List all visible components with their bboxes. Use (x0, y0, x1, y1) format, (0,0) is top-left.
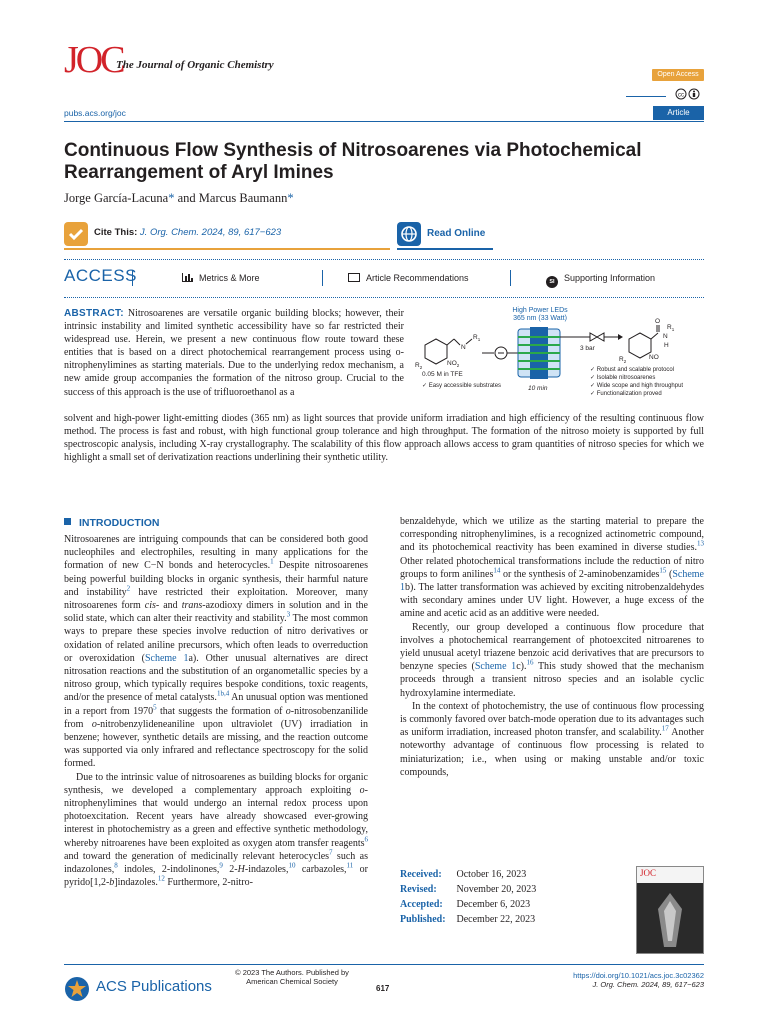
header-divider (64, 121, 704, 122)
toc-arrow-head (618, 334, 623, 340)
toc-o-label: O (655, 318, 661, 325)
si-icon: SI (546, 276, 558, 288)
license-icons (675, 88, 705, 100)
corresponding-author-star: * (168, 191, 175, 205)
section-heading-text: INTRODUCTION (79, 517, 160, 529)
toc-residence-time: 10 min (528, 385, 548, 392)
citation-link[interactable]: J. Org. Chem. 2024, 89, 617−623 (139, 227, 282, 238)
citation-ref[interactable]: 12 (157, 874, 165, 883)
toc-no-label: NO (649, 354, 659, 361)
scheme-link[interactable]: Scheme 1 (144, 652, 189, 664)
cc-by-icon[interactable] (675, 88, 705, 103)
date-row (400, 912, 536, 927)
bar-chart-icon (182, 273, 193, 282)
recommendations-link[interactable] (348, 273, 469, 283)
metrics-link[interactable] (182, 273, 260, 283)
citation-ref[interactable]: 1 (270, 558, 274, 567)
toc-graphic (414, 303, 704, 405)
badge-divider (626, 96, 666, 97)
cite-icon[interactable] (64, 222, 88, 246)
citation-ref[interactable]: 14 (493, 566, 501, 575)
author-name[interactable]: Jorge García-Lacuna (64, 191, 169, 205)
toc-leds-label: High Power LEDs (512, 307, 568, 314)
date-row (400, 882, 536, 897)
citation-ref[interactable]: 11 (346, 861, 354, 870)
citation-ref[interactable]: 9 (219, 861, 223, 870)
date-value: November 20, 2023 (456, 884, 537, 895)
toc-n-label: N (461, 344, 466, 351)
globe-icon[interactable] (397, 222, 421, 246)
toc-r1-right: $R_1$ (667, 324, 675, 332)
paragraph: benzaldehyde, which we utilize as the starting material to prepare the corresponding nitrophenylimines, is a recognized actinometric compound, and its photochemical reactivity has been examined in diverse studies.$^{13}$ Other related photochemical transformations include the reduction of nitro groups to form anilines$^{14}$ or the synthesis of 2-aminobenzamides$^{15}$ (Scheme 1b). The latter transformation was achieved by exciting nitrobenzaldehydes with secondary amines under UV light. However, a huge excess of the amine and acetic acid as an additive were needed. (400, 516, 704, 620)
toc-bond (454, 339, 460, 345)
toc-feature: ✓ Functionalization proved (590, 391, 662, 397)
page-number: 617 (376, 984, 390, 993)
citation-ref[interactable]: 13 (697, 540, 704, 549)
access-bar-bottom-rule (64, 297, 704, 298)
body-column-left (64, 533, 368, 889)
toc-bond (466, 339, 472, 344)
toc-feature: ✓ Isolable nitrosoarenes (590, 375, 656, 381)
footer-divider (64, 964, 704, 965)
article-type-badge: Article (653, 106, 704, 120)
author-name[interactable]: Marcus Baumann (198, 191, 288, 205)
read-online-divider (397, 248, 493, 250)
doi-block (490, 971, 704, 989)
publisher-name[interactable]: ACS Publications (96, 978, 212, 995)
abstract-text-full: solvent and high-power light-emitting diodes (365 nm) as light sources that provide uniform irradiation and high efficiency of the resulting continuous flow method. The process is fast and robust, with high functional group tolerance and high throughput. The formation of the nitroso moiety is supported by full spectroscopic analysis, including X-ray crystallography. The scalability of this flow approach allows access to gram quantities of nitroso species for which we highlight a small set of derivatization reactions underlining their synthetic utility. (64, 413, 704, 464)
citation-ref[interactable]: 5 (153, 703, 157, 712)
toc-bpr-icon (597, 333, 604, 341)
citation-ref[interactable]: 7 (329, 848, 333, 857)
toc-benzene-ring-right (629, 333, 651, 358)
citation-ref[interactable]: 16 (526, 658, 534, 667)
body-column-right (400, 515, 704, 779)
cover-logo: JOC (640, 868, 657, 878)
cite-label: Cite This: (94, 227, 138, 238)
access-separator (132, 270, 133, 286)
date-label: Published: (400, 914, 446, 925)
citation-ref[interactable]: 3 (286, 610, 291, 619)
corresponding-author-star: * (287, 191, 294, 205)
access-label: ACCESS (64, 266, 137, 285)
read-online-icon (397, 222, 421, 246)
date-value: December 22, 2023 (456, 914, 536, 925)
toc-h-label: H (664, 342, 669, 349)
journal-name: The Journal of Organic Chemistry (116, 59, 274, 71)
toc-easy-substrates: ✓ Easy accessible substrates (422, 383, 502, 389)
abstract-body: Nitrosoarenes are versatile organic building blocks; however, their intrinsic instability and limited synthetic accessibility have so far restricted their widespread use. Herein, we present a new continuous flow route toward these entities that is based on a direct photochemical rearrangement process using o-nitrophenylimines as starting materials. Due to the underlying redox mechanism, a new amide group accompanies the formation of the nitroso group. Crucial to the success of this approach is the use of trifluoroethanol as a (64, 308, 405, 398)
section-heading (64, 517, 160, 529)
date-value: December 6, 2023 (456, 899, 531, 910)
access-separator (322, 270, 323, 286)
toc-bpr-icon (590, 333, 597, 341)
paragraph: Recently, our group developed a continuous flow procedure that involves a photochemical rearrangement of photoexcited nitroarenes to yield unusual acetyl triazene benzoic acid derivatives that are precursors to benzyne species (Scheme 1c).$^{16}$ This study showed that the mechanism proceeds through a transient nitroso species and an isolable cyclic hydroxylamine intermediate. (400, 621, 705, 699)
author-list (64, 191, 294, 206)
section-marker (64, 518, 71, 525)
abstract-text-left (64, 307, 404, 399)
copyright-notice: © 2023 The Authors. Published by American Chemical Society (235, 968, 349, 986)
toc-r2-left: $R_2$ (415, 362, 423, 370)
toc-no2-label: $NO_2$ (447, 360, 460, 368)
date-label: Received: (400, 869, 442, 880)
toc-feature: ✓ Wide scope and high throughput (590, 383, 684, 389)
doi-link[interactable]: https://doi.org/10.1021/acs.joc.3c02362 (573, 971, 704, 980)
toc-pressure: 3 bar (580, 345, 595, 352)
toc-r1-left: $R_1$ (473, 334, 481, 342)
toc-benzene-ring-left (425, 339, 447, 364)
citation-ref[interactable]: 2 (126, 584, 131, 593)
author-conjunction: and (177, 191, 196, 205)
scheme-link[interactable]: Scheme 1 (400, 568, 704, 594)
citation-ref[interactable]: 6 (364, 835, 368, 844)
toc-r2-right: $R_2$ (619, 356, 627, 364)
date-value: October 16, 2023 (456, 869, 527, 880)
svg-text:cc: cc (678, 92, 684, 99)
citation-ref[interactable]: 1b,4 (216, 690, 230, 699)
acs-logo-icon[interactable] (64, 976, 90, 1002)
cover-artwork (656, 893, 684, 947)
toc-concentration: 0.05 M in TFE (422, 371, 463, 378)
citation-ref[interactable]: 10 (288, 861, 296, 870)
paragraph: In the context of photochemistry, the use of continuous flow processing is commonly favored over batch-mode operation due to its advantages such as uniform irradiation, increased photon transfer, and scalability.$^{17}$ Another noteworthy advantage of continuous flow processing is related to miniaturization; i.e., when using or making unstable and/or toxic compounds, (400, 700, 704, 778)
toc-n-product: N (663, 333, 668, 340)
date-label: Accepted: (400, 899, 443, 910)
toc-bond (447, 339, 454, 345)
paragraph: Due to the intrinsic value of nitrosoarenes as building blocks for organic synthesis, we developed a complementary approach exploiting o-nitrophenylimines that would undergo an internal redox process upon photoexcitation. Recent years have already showcased ever-growing interest in photochemistry as a green and effective synthetic methodology, whereby nitroarenes have been exploited as oxygen atom transfer reagents$^6$ and toward the generation of medicinally relevant heterocycles$^7$ such as indazolones,$^8$ indoles, 2-indolinones,$^9$ 2-H-indazoles,$^{10}$ carbazoles,$^{11}$ or pyrido[1,2-b]indazoles.$^{12}$ Furthermore, 2-nitro- (64, 771, 368, 889)
checkmark-icon (64, 222, 88, 246)
recommendations-label: Article Recommendations (366, 273, 469, 283)
journal-logo: JOC (64, 39, 123, 81)
access-bar-top-rule (64, 259, 704, 260)
citation-ref[interactable]: 8 (114, 861, 118, 870)
toc-feature: ✓ Robust and scalable protocol (590, 367, 675, 373)
metrics-label: Metrics & More (199, 273, 260, 283)
supporting-info-label: Supporting Information (564, 273, 656, 283)
open-access-badge[interactable]: Open Access (652, 69, 704, 81)
paragraph: Nitrosoarenes are intriguing compounds that can be considered both good nucleophiles and electrophiles, resulting in many applications for the formation of new C−N bonds and heterocycles.$^1$ Despite nitrosoarenes being powerful building blocks in organic synthesis, their harmful nature and instability$^2$ have restricted their exploitation. Moreover, many nitrosoarenes form cis- and trans-azodioxy dimers in solution and in the solid state, which can alter their reactivity and stability.$^3$ The most common ways to prepare these species involve reduction of nitro derivatives or oxidation of related aniline precursors, which often leads to overreduction or overoxidation (Scheme 1a). Other unusual alternatives are direct nitrosation reactions and the substitution of an organometallic species by a nitroso group, which typically requires bespoke conditions, toxic reagents, and/or the presence of metal catalysts.$^{1b,4}$ An unusual option was mentioned in a report from 1970$^5$ that suggests the formation of o-nitrosobenzanilide from o-nitrobenzylideneaniline upon ultraviolet (UV) irradiation in benzene; however, synthetic details are missing, and the reaction outcome was supported via only infrared and reflectance spectroscopy for the solid formed. (64, 534, 368, 770)
cite-this[interactable] (94, 227, 281, 238)
article-title: Continuous Flow Synthesis of Nitrosoarenes via Photochemical Rearrangement of Aryl Imines (64, 140, 642, 183)
cite-divider (64, 248, 390, 250)
document-icon (348, 273, 360, 282)
footer-citation: J. Org. Chem. 2024, 89, 617−623 (592, 980, 704, 989)
access-separator (510, 270, 511, 286)
abstract-heading: ABSTRACT: (64, 308, 124, 319)
read-online-button[interactable]: Read Online (427, 228, 486, 239)
date-row (400, 867, 536, 882)
toc-bond (651, 333, 658, 339)
citation-ref[interactable]: 17 (661, 724, 669, 733)
supporting-info-link[interactable] (546, 273, 655, 288)
date-row (400, 897, 536, 912)
date-label: Revised: (400, 884, 437, 895)
citation-ref[interactable]: 15 (659, 566, 667, 575)
site-url-link[interactable]: pubs.acs.org/joc (64, 108, 126, 118)
scheme-link[interactable]: Scheme 1 (474, 661, 517, 673)
article-dates (400, 867, 536, 927)
toc-wavelength-label: 365 nm (33 Watt) (513, 315, 567, 322)
